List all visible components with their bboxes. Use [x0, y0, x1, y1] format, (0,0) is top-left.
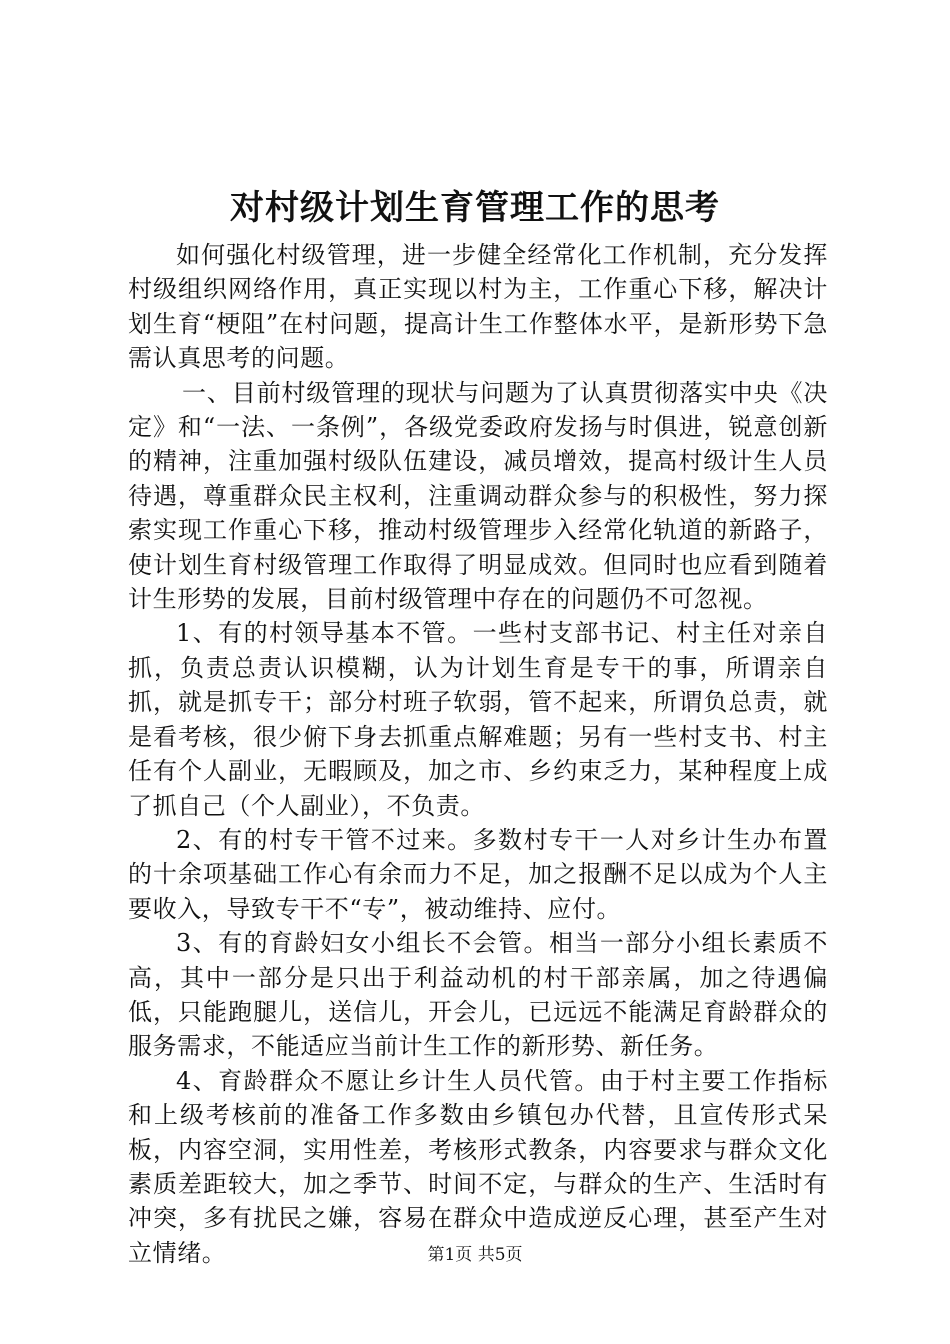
paragraph-intro: 如何强化村级管理，进一步健全经常化工作机制，充分发挥村级组织网络作用，真正实现以村为主，工作重心下移，解决计划生育“梗阻”在村问题，提高计生工作整体水平，是新形势下急需认真思考的问题。 [128, 241, 828, 373]
paragraph-point-2: 2、有的村专干管不过来。多数村专干一人对乡计生办布置的十余项基础工作心有余而力不足，加之报酬不足以成为个人主要收入，导致专干不“专”，被动维持、应付。 [128, 825, 828, 923]
paragraph-point-3: 3、有的育龄妇女小组长不会管。相当一部分小组长素质不高，其中一部分是只出于利益动机的村干部亲属，加之待遇偏低，只能跑腿儿，送信儿，开会儿，已远远不能满足育龄群众的服务需求，不能适应当前计生工作的新形势、新任务。 [128, 929, 828, 1061]
page-footer: 第1页 共5页 [427, 1245, 523, 1265]
paragraph-section-one: 一、目前村级管理的现状与问题为了认真贯彻落实中央《决定》和“一法、一条例”，各级党委政府发扬与时俱进，锐意创新的精神，注重加强村级队伍建设，减员增效，提高村级计生人员待遇，尊重群众民主权利，注重调动群众参与的积极性，努力探索实现工作重心下移，推动村级管理步入经常化轨道的新路子，使计划生育村级管理工作取得了明显成效。但同时也应看到随着计生形势的发展，目前村级管理中存在的问题仍不可忽视。 [128, 378, 828, 614]
paragraph-point-1: 1、有的村领导基本不管。一些村支部书记、村主任对亲自抓，负责总责认识模糊，认为计划生育是专干的事，所谓亲自抓，就是抓专干；部分村班子软弱，管不起来，所谓负总责，就是看考核，很少俯下身去抓重点解难题；另有一些村支书、村主任有个人副业，无暇顾及，加之市、乡约束乏力，某种程度上成了抓自己（个人副业），不负责。 [128, 619, 828, 820]
document-title: 对村级计划生育管理工作的思考 [230, 188, 720, 228]
paragraph-point-4: 4、育龄群众不愿让乡计生人员代管。由于村主要工作指标和上级考核前的准备工作多数由乡镇包办代替，且宣传形式呆板，内容空洞，实用性差，考核形式教条，内容要求与群众文化素质差距较大，加之季节、时间不定，与群众的生产、生活时有冲突，多有扰民之嫌，容易在群众中造成逆反心理，甚至产生对立情绪。 [128, 1066, 828, 1267]
document-body [128, 238, 828, 1270]
